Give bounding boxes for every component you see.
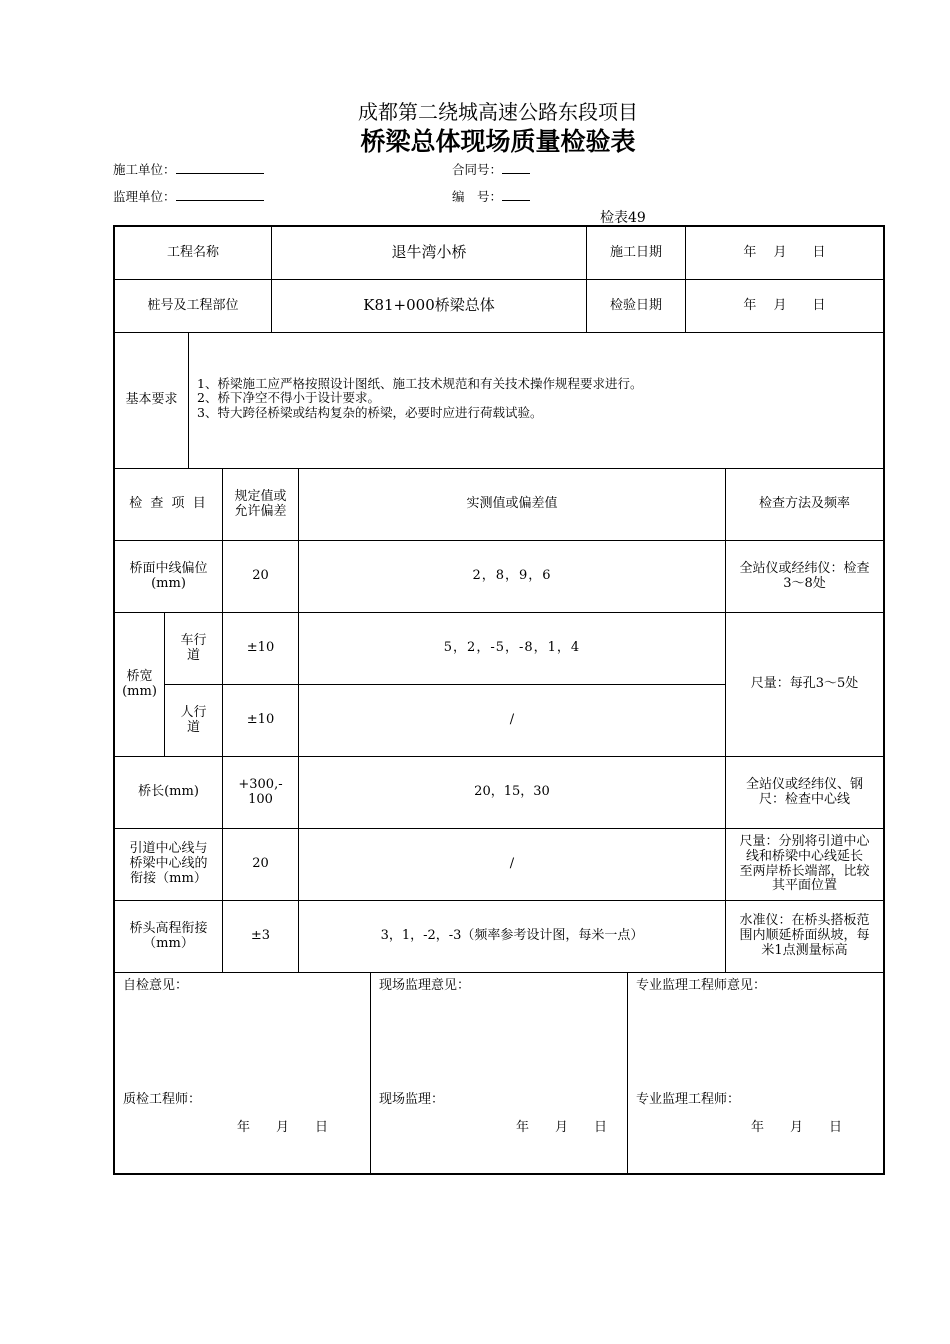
station-value: K81+000桥梁总体 [363,296,495,315]
expert-date: 年 月 日 [751,1120,843,1135]
column-header-spec: 规定值或 允许偏差 [234,488,287,519]
document-title: 桥梁总体现场质量检验表 [360,127,636,156]
site-opinion-label: 现场监理意见： [379,978,471,993]
row-length-name: 桥长(mm) [138,784,199,800]
row-elevation-measured: 3，1，-2，-3（频率参考设计图，每米一点） [380,928,644,944]
station-label: 桩号及工程部位 [147,297,239,313]
row-elevation-spec: ±3 [250,928,271,944]
row-approach-spec: 20 [252,856,269,872]
row-width-walk-name: 人行 道 [180,704,207,735]
project-name-label: 工程名称 [166,244,219,260]
row-width-method: 尺量：每孔3～5处 [750,676,859,692]
row-approach-name: 引道中心线与 桥梁中心线的 衔接（mm） [129,841,208,886]
expert-opinion-label: 专业监理工程师意见： [636,978,767,993]
row-length-measured: 20，15，30 [474,784,550,800]
build-date-value: 年 月 日 [743,244,826,260]
requirements-text [197,377,642,420]
row-width-lane-name: 车行 道 [180,632,207,663]
inspection-table [113,225,885,1175]
build-date-label: 施工日期 [609,244,662,260]
document-subtitle: 成都第二绕城高速公路东段项目 [358,100,638,124]
supervisor-field [113,187,264,205]
requirements-label: 基本要求 [125,392,178,408]
row-width-lane-spec: ±10 [246,640,275,656]
project-name-value: 退牛湾小桥 [391,243,467,262]
row-width-name: 桥宽 (mm) [122,668,157,699]
serial-no-field [452,187,530,205]
row-elevation-method: 水准仪：在桥头搭板范 围内顺延桥面纵坡，每 米1点测量标高 [739,913,870,958]
requirement-item: 1、桥梁施工应严格按照设计图纸、施工技术规范和有关技术操作规程要求进行。 [197,376,643,391]
column-header-item: 检 查 项 目 [129,496,208,512]
contract-no-blank [502,160,530,174]
requirement-item: 3、特大跨径桥梁或结构复杂的桥梁，必要时应进行荷载试验。 [197,404,543,420]
column-header-measured: 实测值或偏差值 [466,496,558,512]
form-number: 检表49 [600,210,646,226]
serial-no-blank [502,187,530,201]
contractor-label: 施工单位： [113,162,176,177]
row-centerline-method: 全站仪或经纬仪：检查 3～8处 [739,560,870,591]
contractor-field [113,160,264,178]
contractor-blank [176,160,264,174]
self-check-label: 自检意见： [123,978,189,993]
row-length-spec: +300,- 100 [238,776,283,807]
row-length-method: 全站仪或经纬仪、钢 尺：检查中心线 [745,776,863,807]
inspect-date-label: 检验日期 [609,297,662,313]
row-centerline-spec: 20 [252,568,269,584]
supervisor-label: 监理单位： [113,189,176,204]
qc-engineer-label: 质检工程师： [123,1092,202,1107]
inspect-date-value: 年 月 日 [743,297,826,313]
expert-engineer-label: 专业监理工程师： [636,1092,741,1107]
row-width-walk-measured: / [509,712,515,728]
row-elevation-name: 桥头高程衔接 （mm） [129,920,208,951]
row-centerline-name: 桥面中线偏位 (mm) [129,560,208,591]
column-header-method: 检查方法及频率 [758,496,850,512]
site-supervisor-label: 现场监理： [379,1092,445,1107]
site-date: 年 月 日 [516,1120,608,1135]
row-centerline-measured: 2，8，9，6 [472,568,552,584]
row-width-walk-spec: ±10 [246,712,275,728]
row-approach-measured: / [509,856,515,872]
row-width-lane-measured: 5，2，-5，-8，1，4 [443,640,581,656]
supervisor-blank [176,187,264,201]
contract-no-label: 合同号： [452,162,503,177]
requirement-item: 2、桥下净空不得小于设计要求。 [197,390,380,406]
contract-no-field [452,160,530,178]
qc-date: 年 月 日 [237,1120,329,1135]
serial-no-label: 编 号： [452,189,503,204]
row-approach-method: 尺量：分别将引道中心 线和桥梁中心线延长 至两岸桥长端部，比较 其平面位置 [739,833,870,894]
